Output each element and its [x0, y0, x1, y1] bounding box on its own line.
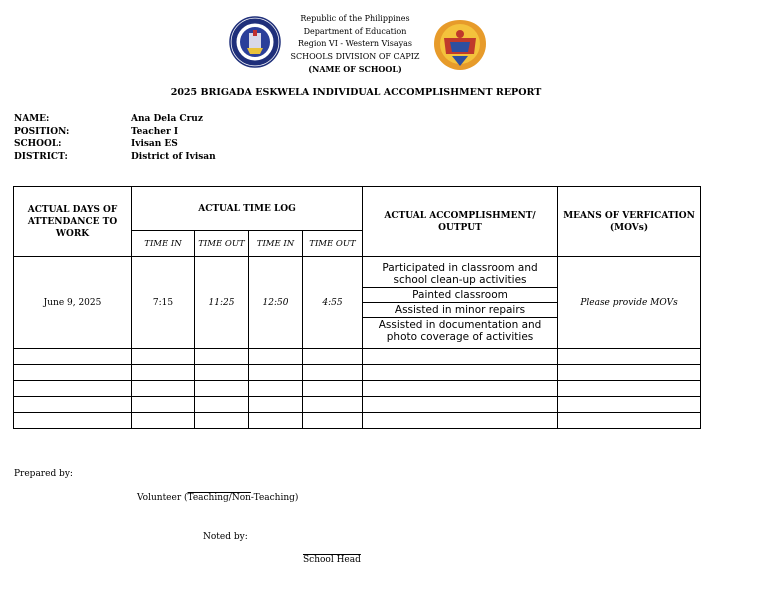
position-value: Teacher I [131, 126, 179, 137]
volunteer-teaching: Teaching/Non [187, 493, 251, 503]
division-seal-logo [430, 18, 490, 72]
time-in-pm: 12:50 [249, 257, 303, 349]
time-out-am-header: TIME OUT [195, 231, 249, 257]
time-log-table [13, 186, 701, 429]
time-log-header: ACTUAL TIME LOG [132, 187, 363, 231]
noted-by-label: Noted by: [203, 532, 248, 542]
district-value: District of Ivisan [131, 151, 216, 162]
document-header [280, 13, 430, 76]
volunteer-prefix: Volunteer ( [137, 493, 188, 503]
accomplishment-item: Painted classroom [363, 288, 557, 303]
time-in-am-header: TIME IN [132, 231, 195, 257]
header-line-region: Region VI - Western Visayas [297, 39, 413, 48]
empty-row [14, 397, 701, 413]
time-out-pm: 4:55 [303, 257, 363, 349]
info-values [131, 113, 216, 163]
time-out-am: 11:25 [195, 257, 249, 349]
accomplishment-list [363, 257, 558, 349]
time-out-pm-header: TIME OUT [303, 231, 363, 257]
volunteer-signature-line [137, 493, 298, 503]
empty-row [14, 413, 701, 429]
header-line-republic: Republic of the Philippines [300, 14, 410, 23]
header-line-division: SCHOOLS DIVISION OF CAPIZ [290, 51, 420, 61]
empty-row [14, 365, 701, 381]
days-attendance-header: ACTUAL DAYS OF ATTENDANCE TO WORK [14, 187, 132, 257]
position-label: POSITION: [14, 126, 70, 137]
school-head-signature: School Head [303, 555, 361, 565]
table-row [14, 257, 701, 349]
accomplishment-item: Assisted in documentation and photo coverage of activities [378, 319, 542, 343]
name-value: Ana Dela Cruz [131, 114, 203, 124]
accomplishment-item: Participated in classroom and school clean-up activities [363, 261, 557, 288]
district-label: DISTRICT: [14, 151, 68, 162]
prepared-by-label: Prepared by: [14, 469, 73, 479]
time-in-pm-header: TIME IN [249, 231, 303, 257]
info-labels [14, 113, 69, 163]
accomplishment-header: ACTUAL ACCOMPLISHMENT/ OUTPUT [363, 187, 558, 257]
deped-seal-logo [226, 16, 284, 68]
movs-cell: Please provide MOVs [558, 257, 701, 349]
header-line-school-name: (NAME OF SCHOOL) [308, 64, 402, 74]
attendance-date: June 9, 2025 [14, 257, 132, 349]
volunteer-suffix: -Teaching) [250, 493, 299, 503]
time-in-am: 7:15 [132, 257, 195, 349]
report-title: 2025 BRIGADA ESKWELA INDIVIDUAL ACCOMPLISHMENT REPORT [170, 87, 542, 98]
name-label: NAME: [14, 114, 50, 124]
header-line-department: Department of Education [303, 26, 407, 36]
movs-header: MEANS OF VERFICATION (MOVs) [558, 187, 701, 257]
school-value: Ivisan ES [131, 139, 178, 149]
accomplishment-item: Assisted in minor repairs [363, 303, 557, 318]
empty-row [14, 381, 701, 397]
school-label: SCHOOL: [14, 139, 62, 149]
empty-row [14, 349, 701, 365]
